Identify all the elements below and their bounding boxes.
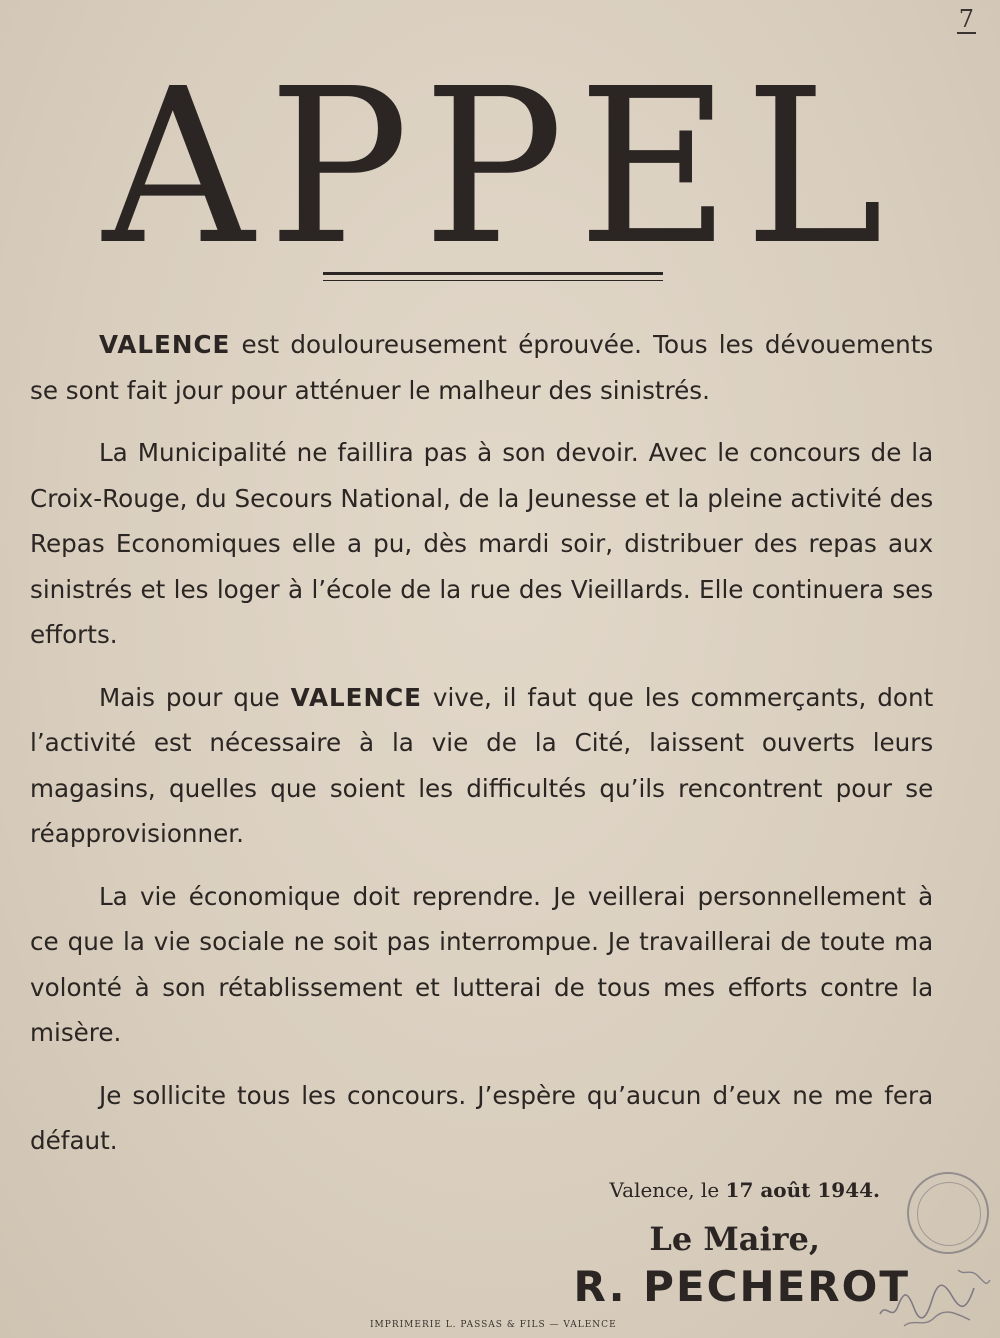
- paragraph-1-text: est douloureusement éprouvée. Tous les dévouements se sont fait jour pour atténuer le malheur des sinistrés.: [30, 330, 934, 405]
- date-value: 17 août 1944.: [725, 1178, 880, 1202]
- paragraph-2-text: La Municipalité ne faillira pas à son devoir. Avec le concours de la Croix-Rouge, du Secours National, de la Jeunesse et la pleine activité des Repas Economiques elle a pu, dès mardi soir, distribuer des repas aux sinistrés et les loger à l’école de la rue des Vieillards. Elle continuera ses efforts.: [30, 438, 934, 649]
- page-title: APPEL: [102, 43, 898, 292]
- paragraph-4-text: La vie économique doit reprendre. Je veillerai personnellement à ce que la vie sociale ne soit pas interrompue. Je travaillerai de toute ma volonté à son rétablissement et lutterai de tous mes efforts contre la misère.: [30, 881, 934, 1047]
- paragraph-1-lead: VALENCE: [98, 330, 231, 359]
- printer-imprint: IMPRIMERIE L. PASSAS & FILS — VALENCE: [370, 1320, 617, 1330]
- date-line: [560, 1178, 880, 1202]
- paragraph-3: [30, 675, 933, 857]
- paragraph-2: [30, 430, 933, 658]
- paragraph-5: [30, 1073, 933, 1164]
- paragraph-3-emphasis: VALENCE: [290, 682, 422, 712]
- paragraph-5-text: Je sollicite tous les concours. J’espère qu’aucun d’eux ne me fera défaut.: [30, 1080, 934, 1155]
- archive-stamp-icon: [907, 1172, 989, 1254]
- paragraph-3-text: vive, il faut que les commerçants, dont l’activité est nécessaire à la vie de la Cité, laissent ouverts leurs magasins, quelles que soient les difficultés qu’ils rencontrent pour se réapprovisionner.: [30, 682, 934, 848]
- paragraph-4: [30, 874, 933, 1056]
- paragraph-3-text-before: Mais pour que: [98, 682, 291, 712]
- archive-number: 7: [958, 5, 974, 33]
- date-place: Valence, le: [609, 1178, 726, 1202]
- paragraph-1: [30, 322, 933, 413]
- signatory-name: R. PECHEROT: [573, 1262, 910, 1311]
- title-double-rule: [323, 272, 663, 281]
- handwritten-note-icon: [874, 1262, 994, 1332]
- signatory-role: Le Maire,: [649, 1220, 820, 1258]
- appeal-body: [30, 322, 947, 1181]
